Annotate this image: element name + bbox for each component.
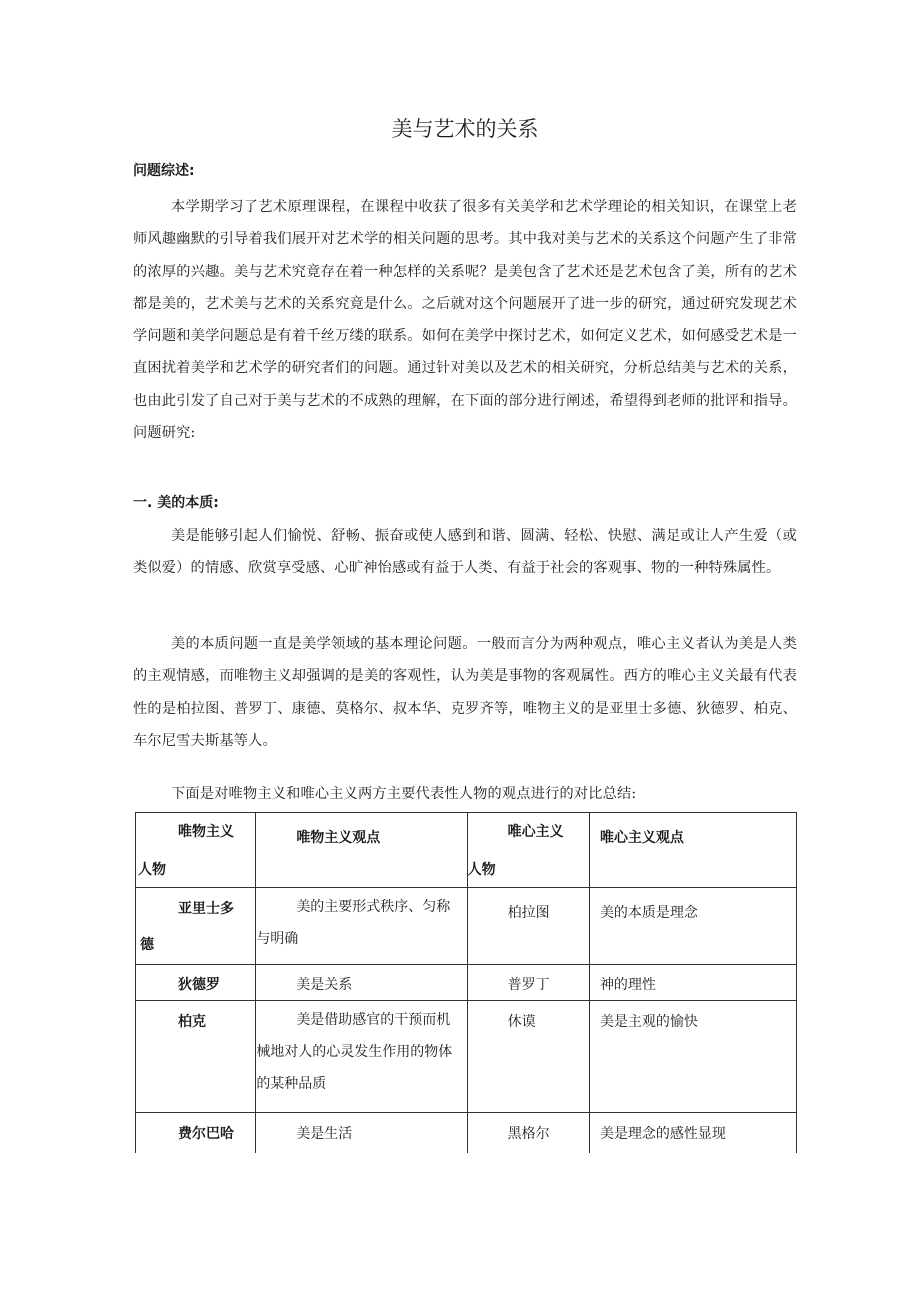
header-materialist-person-top: 唯物主义 [178, 824, 234, 840]
row2-i-view: 神的理性 [599, 977, 656, 993]
table-row [136, 1113, 797, 1153]
row3-idealist-view [589, 1001, 796, 1113]
row2-idealist-person [467, 965, 589, 1001]
views-paragraph: 美的本质问题一直是美学领域的基本理论问题。一般而言分为两种观点，唯心主义者认为美是人类的主观情感，而唯物主义却强调的是美的客观性，认为美是事物的客观属性。西方的唯心主义关最有代表性的是柏拉图、普罗丁、康德、莫格尔、叔本华、克罗齐等，唯物主义的是亚里士多德、狄德罗、柏克、车尔尼雪夫斯基等人。 [133, 636, 797, 749]
row2-m-person: 狄德罗 [178, 977, 220, 993]
row3-m-person: 柏克 [178, 1014, 206, 1030]
row4-materialist-person [136, 1113, 256, 1153]
row2-idealist-view [589, 965, 796, 1001]
header-idealist-person [467, 813, 589, 888]
row4-m-view: 美是生活 [296, 1126, 353, 1142]
definition-paragraph: 美是能够引起人们愉悦、舒畅、振奋或使人感到和谐、圆满、轻松、快慰、满足或让人产生爱（或类似爱）的情感、欣赏享受感、心旷神怡感或有益于人类、有益于社会的客观事、物的一种特殊属性。 [133, 528, 797, 577]
header-idealist-view [589, 813, 796, 888]
row4-idealist-view [589, 1113, 796, 1153]
row1-i-view: 美的本质是理念 [599, 905, 698, 921]
header-materialist-view [256, 813, 467, 888]
overview-paragraph: 本学期学习了艺术原理课程，在课程中收获了很多有关美学和艺术学理论的相关知识，在课堂上老师风趣幽默的引导着我们展开对艺术学的相关问题的思考。其中我对美与艺术的关系这个问题产生了非常的浓厚的兴趣。美与艺术究竟存在着一种怎样的关系呢？是美包含了艺术还是艺术包含了美，所有的艺术都是美的，艺术美与艺术的关系究竟是什么。之后就对这个问题展开了进一步的研究，通过研究发现艺术学问题和美学问题总是有着千丝万缕的联系。如何在美学中探讨艺术，如何定义艺术，如何感受艺术是一直困扰着美学和艺术学的研究者们的问题。通过针对美以及艺术的相关研究，分析总结美与艺术的关系，也由此引发了自己对于美与艺术的不成熟的理解，在下面的部分进行阐述，希望得到老师的批评和指导。问题研究: [133, 199, 797, 442]
row4-i-view: 美是理念的感性显现 [599, 1126, 726, 1142]
table-intro-paragraph: 下面是对唯物主义和唯心主义两方主要代表性人物的观点进行的对比总结: [171, 786, 637, 802]
section-heading-overview: 问题综述: [133, 163, 195, 179]
header-materialist-person [136, 813, 256, 888]
row1-i-person: 柏拉图 [507, 905, 550, 921]
row1-idealist-person [467, 888, 589, 965]
row3-materialist-view [256, 1001, 467, 1113]
row1-materialist-view [256, 888, 467, 965]
row1-m-view: 美的主要形式秩序、匀称与明确 [256, 899, 451, 947]
row2-materialist-person [136, 965, 256, 1001]
row3-i-view: 美是主观的愉快 [599, 1014, 698, 1030]
row1-m-person-bottom: 德 [140, 937, 154, 953]
row2-m-view: 美是关系 [296, 977, 353, 993]
row1-m-person-top: 亚里士多 [178, 901, 234, 917]
row4-idealist-person [467, 1113, 589, 1153]
comparison-table [135, 812, 797, 1153]
row4-m-person: 费尔巴哈 [178, 1126, 234, 1142]
row2-materialist-view [256, 965, 467, 1001]
table-row [136, 888, 797, 965]
row2-i-person: 普罗丁 [507, 977, 550, 993]
row3-i-person: 休谟 [507, 1014, 536, 1030]
header-materialist-view-label: 唯物主义观点 [296, 830, 381, 846]
header-idealist-person-bottom: 人物 [467, 862, 496, 878]
row4-i-person: 黑格尔 [507, 1126, 550, 1142]
table-header-row [136, 813, 797, 888]
header-idealist-view-label: 唯心主义观点 [599, 830, 684, 846]
header-materialist-person-bottom: 人物 [138, 862, 166, 878]
row3-m-view: 美是借助感官的干预而机械地对人的心灵发生作用的物体的某种品质 [256, 1012, 453, 1092]
document-title: 美与艺术的关系 [391, 117, 539, 141]
header-idealist-person-top: 唯心主义 [507, 824, 564, 840]
row1-materialist-person [136, 888, 256, 965]
row3-materialist-person [136, 1001, 256, 1113]
table-row [136, 965, 797, 1001]
row4-materialist-view [256, 1113, 467, 1153]
section-heading-essence: 一. 美的本质: [133, 495, 219, 511]
row3-idealist-person [467, 1001, 589, 1113]
table-row [136, 1001, 797, 1113]
row1-idealist-view [589, 888, 796, 965]
